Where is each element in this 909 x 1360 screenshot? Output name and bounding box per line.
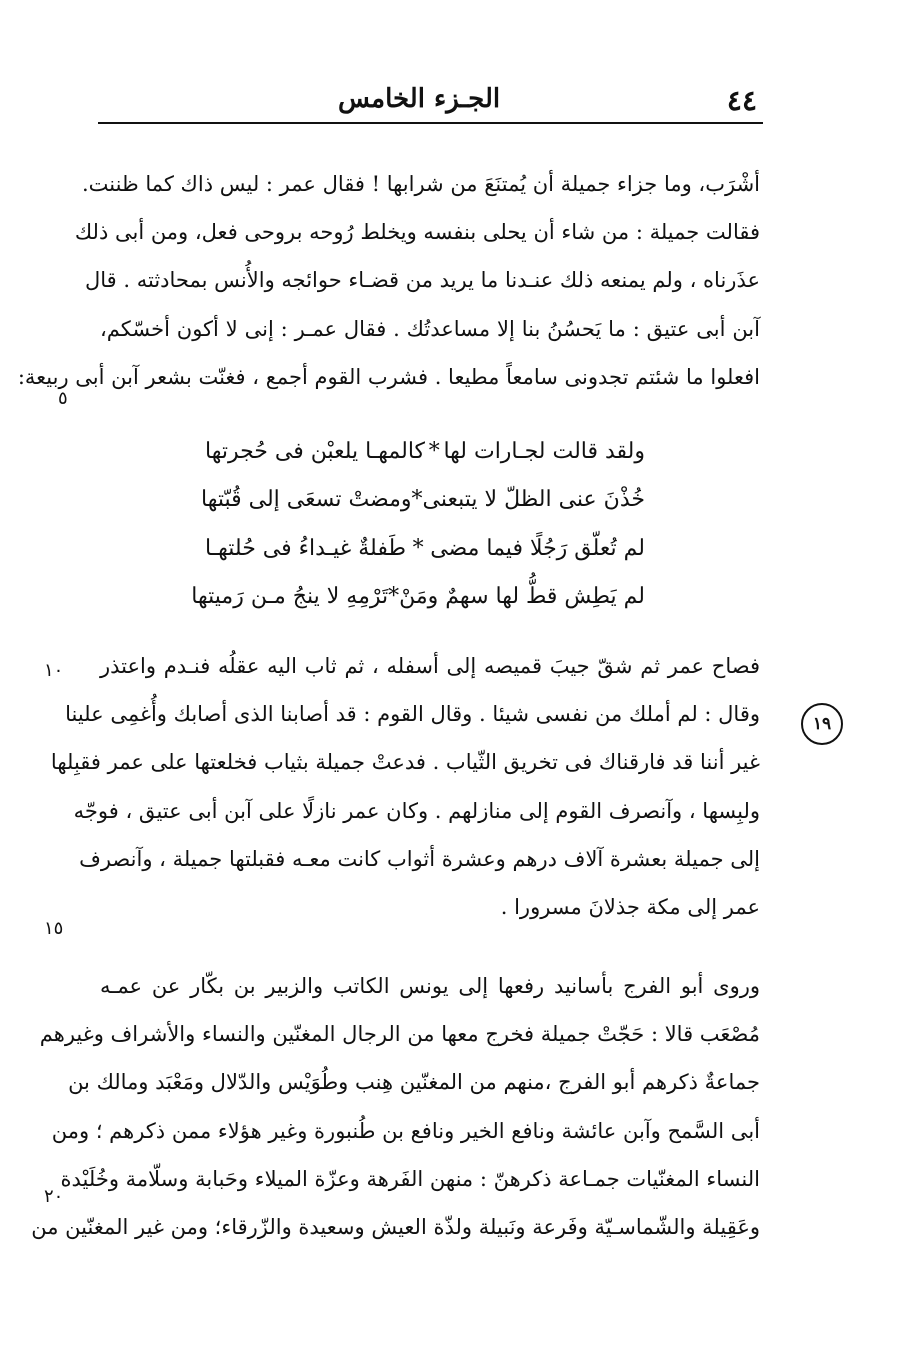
verse-second-hemistich: تَرْمِهِ لا ينجُ مـن رَميتها	[191, 584, 389, 610]
text-line: وقال : لم أملك من نفسى شيئا . وقال القوم : قد أصابنا الذى أصابك وأُغمِى علينا	[65, 702, 760, 727]
text-line: جماعةٌ ذكرهم أبو الفرج ،منهم من المغنّين هِنب وطُوَيْس والدّلال ومَعْبَد ومالك بن	[68, 1070, 760, 1095]
text-line: وعَقِيلة والشّماسـيّة وفَرعة ونَبيلة ولذّة العيش وسعيدة والزّرقاء؛ ومن غير المغنّين من	[31, 1214, 760, 1239]
verse-first-hemistich: ولقد قالت لجـارات لها	[443, 439, 645, 464]
line-number-5: ٥	[58, 388, 68, 409]
text-line: إلى جميلة بعشرة آلاف درهم وعشرة أثواب كانت معـه فقبلتها جميلة ، وآنصرف	[79, 846, 760, 871]
verse-second-hemistich: طَفلةٌ غيـداءُ فى حُلتهـا	[205, 535, 406, 561]
star-separator: *	[412, 535, 424, 561]
running-head: الجـزء الخامس	[338, 84, 501, 114]
text-line: افعلوا ما شئتم تجدونى سامعاً مطيعا . فشرب القوم أجمع ، فغنّت بشعر آبن أبى ربيعة:	[17, 364, 760, 389]
poem-verse	[191, 573, 645, 621]
text-line: ولبِسها ، وآنصرف القوم إلى منازلهم . وكان عمر نازلًا على آبن أبى عتيق ، فوجّه	[73, 798, 760, 823]
text-line: عذَرناه ، ولم يمنعه ذلك عنـدنا ما يريد من قضـاء حوائجه والأُنس بمحادثته . قال	[85, 268, 760, 293]
poem-verse	[205, 525, 645, 573]
verse-first-hemistich: لم يَطِش قطُّ لها سهمٌ ومَنْ	[399, 584, 645, 610]
verse-first-hemistich: لم تُعلّق رَجُلًا فيما مضى	[430, 535, 645, 561]
star-separator: *	[411, 487, 423, 513]
text-line: وروى أبو الفرج بأسانيد رفعها إلى يونس الكاتب والزبير بن بكّار عن عمـه	[100, 974, 760, 998]
line-number-20: ٢٠	[44, 1186, 64, 1207]
line-number-15: ١٥	[44, 918, 64, 939]
text-line: النساء المغنّيات جمـاعة ذكرهنّ : منهن الفَرهة وعزّة الميلاء وحَبابة وسلّامة وخُلَيْدة	[60, 1166, 760, 1191]
text-line: عمر إلى مكة جذلانَ مسرورا .	[500, 894, 760, 919]
text-line: أشْرَب، وما جزاء جميلة أن يُمتنَعَ من شرابها ! فقال عمر : ليس ذاك كما ظننت.	[81, 172, 760, 196]
poem-verse	[205, 428, 645, 476]
page-header	[98, 78, 763, 124]
line-number-10: ١٠	[44, 660, 64, 681]
poem	[191, 428, 645, 622]
text-line: مُصْعَب قالا : حَجّتْ جميلة فخرج معها من الرجال المغنّين والنساء والأشراف وغيرهم	[39, 1022, 760, 1047]
paragraph-1	[17, 160, 760, 401]
poem-verse	[200, 476, 645, 524]
text-line: غير أننا قد فارقناك فى تخريق الثّياب . فدعتْ جميلة بثياب فخلعتها على عمر فقبِلها	[50, 750, 760, 775]
text-line: فقالت جميلة : من شاء أن يحلى بنفسه ويخلط رُوحه بروحى فعل، ومن أبى ذلك	[74, 220, 760, 245]
margin-page-reference: ١٩	[801, 703, 843, 745]
verse-first-hemistich: خُذْنَ عنى الظلّ لا يتبعنى	[422, 487, 645, 513]
verse-second-hemistich: كالمهـا يلعبْن فى حُجرتها	[205, 439, 426, 464]
text-line: آبن أبى عتيق : ما يَحسُنُ بنا إلا مساعدتُك . فقال عمـر : إنى لا أكون أخسّكم،	[100, 316, 760, 341]
star-separator: *	[388, 584, 400, 610]
verse-second-hemistich: ومضتْ تسعَى إلى قُبّتها	[200, 487, 412, 513]
text-line: فصاح عمر ثم شقّ جيبَ قميصه إلى أسفله ، ثم ثاب اليه عقلُه فنـدم واعتذر	[100, 654, 760, 678]
star-separator: *	[428, 439, 440, 464]
page-number: ٤٤	[726, 84, 757, 117]
text-line: أبى السَّمح وآبن عائشة ونافع الخير ونافع بن طُنبورة وغير هؤلاء ممن ذكرهم ؛ ومن	[51, 1118, 760, 1143]
